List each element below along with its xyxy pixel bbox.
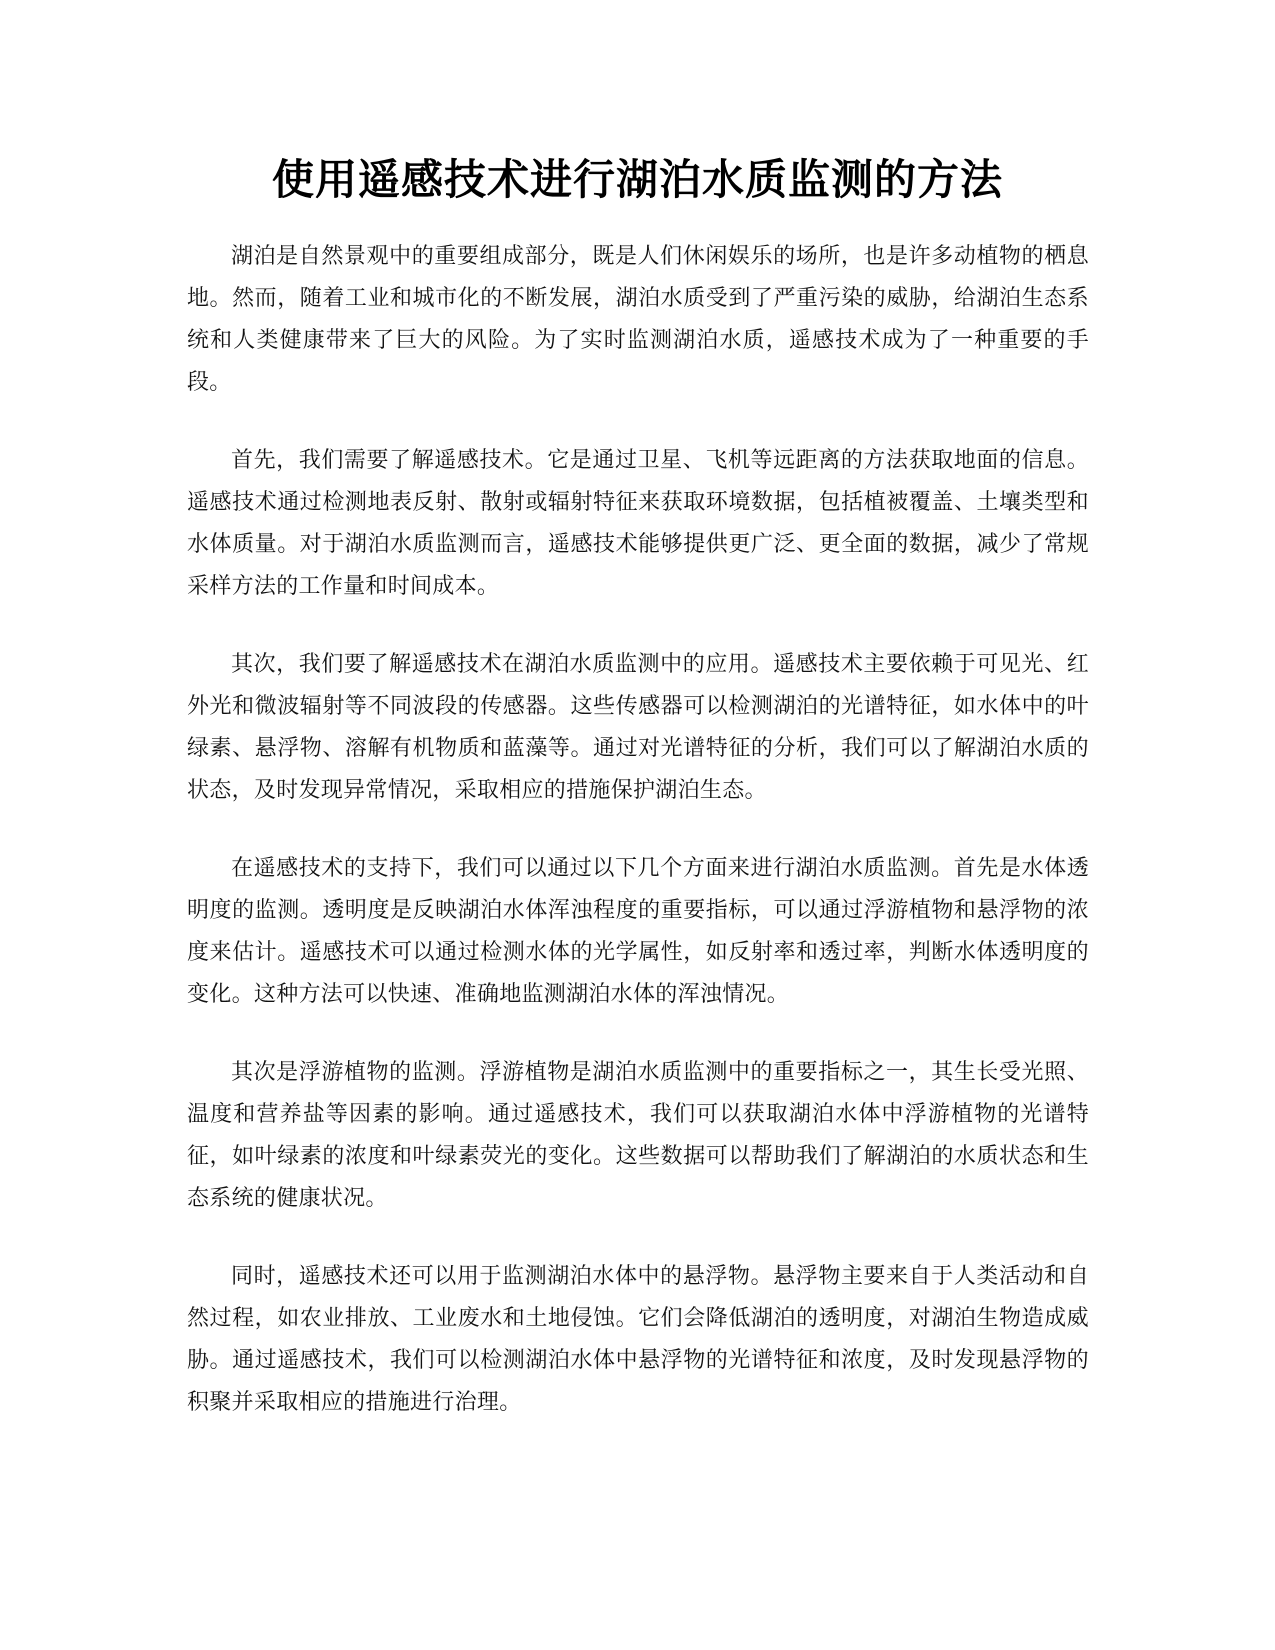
paragraph-suspended-matter-monitoring: 同时，遥感技术还可以用于监测湖泊水体中的悬浮物。悬浮物主要来自于人类活动和自然过程，如农业排放、工业废水和土地侵蚀。它们会降低湖泊的透明度，对湖泊生物造成威胁。通过遥感技术，我们可以检测湖泊水体中悬浮物的光谱特征和浓度，及时发现悬浮物的积聚并采取相应的措施进行治理。 — [187, 1264, 1089, 1415]
paragraph-intro: 湖泊是自然景观中的重要组成部分，既是人们休闲娱乐的场所，也是许多动植物的栖息地。然而，随着工业和城市化的不断发展，湖泊水质受到了严重污染的威胁，给湖泊生态系统和人类健康带来了巨大的风险。为了实时监测湖泊水质，遥感技术成为了一种重要的手段。 — [187, 244, 1089, 395]
paragraph-transparency-monitoring: 在遥感技术的支持下，我们可以通过以下几个方面来进行湖泊水质监测。首先是水体透明度的监测。透明度是反映湖泊水体浑浊程度的重要指标，可以通过浮游植物和悬浮物的浓度来估计。遥感技术可以通过检测水体的光学属性，如反射率和透过率，判断水体透明度的变化。这种方法可以快速、准确地监测湖泊水体的浑浊情况。 — [187, 856, 1089, 1007]
document-title: 使用遥感技术进行湖泊水质监测的方法 — [271, 155, 1003, 204]
document-body — [187, 236, 1089, 1460]
paragraph-remote-sensing-overview: 首先，我们需要了解遥感技术。它是通过卫星、飞机等远距离的方法获取地面的信息。遥感技术通过检测地表反射、散射或辐射特征来获取环境数据，包括植被覆盖、土壤类型和水体质量。对于湖泊水质监测而言，遥感技术能够提供更广泛、更全面的数据，减少了常规采样方法的工作量和时间成本。 — [187, 448, 1089, 599]
paragraph-phytoplankton-monitoring: 其次是浮游植物的监测。浮游植物是湖泊水质监测中的重要指标之一，其生长受光照、温度和营养盐等因素的影响。通过遥感技术，我们可以获取湖泊水体中浮游植物的光谱特征，如叶绿素的浓度和叶绿素荧光的变化。这些数据可以帮助我们了解湖泊的水质状态和生态系统的健康状况。 — [187, 1060, 1089, 1211]
paragraph-applications: 其次，我们要了解遥感技术在湖泊水质监测中的应用。遥感技术主要依赖于可见光、红外光和微波辐射等不同波段的传感器。这些传感器可以检测湖泊的光谱特征，如水体中的叶绿素、悬浮物、溶解有机物质和蓝藻等。通过对光谱特征的分析，我们可以了解湖泊水质的状态，及时发现异常情况，采取相应的措施保护湖泊生态。 — [187, 652, 1089, 803]
